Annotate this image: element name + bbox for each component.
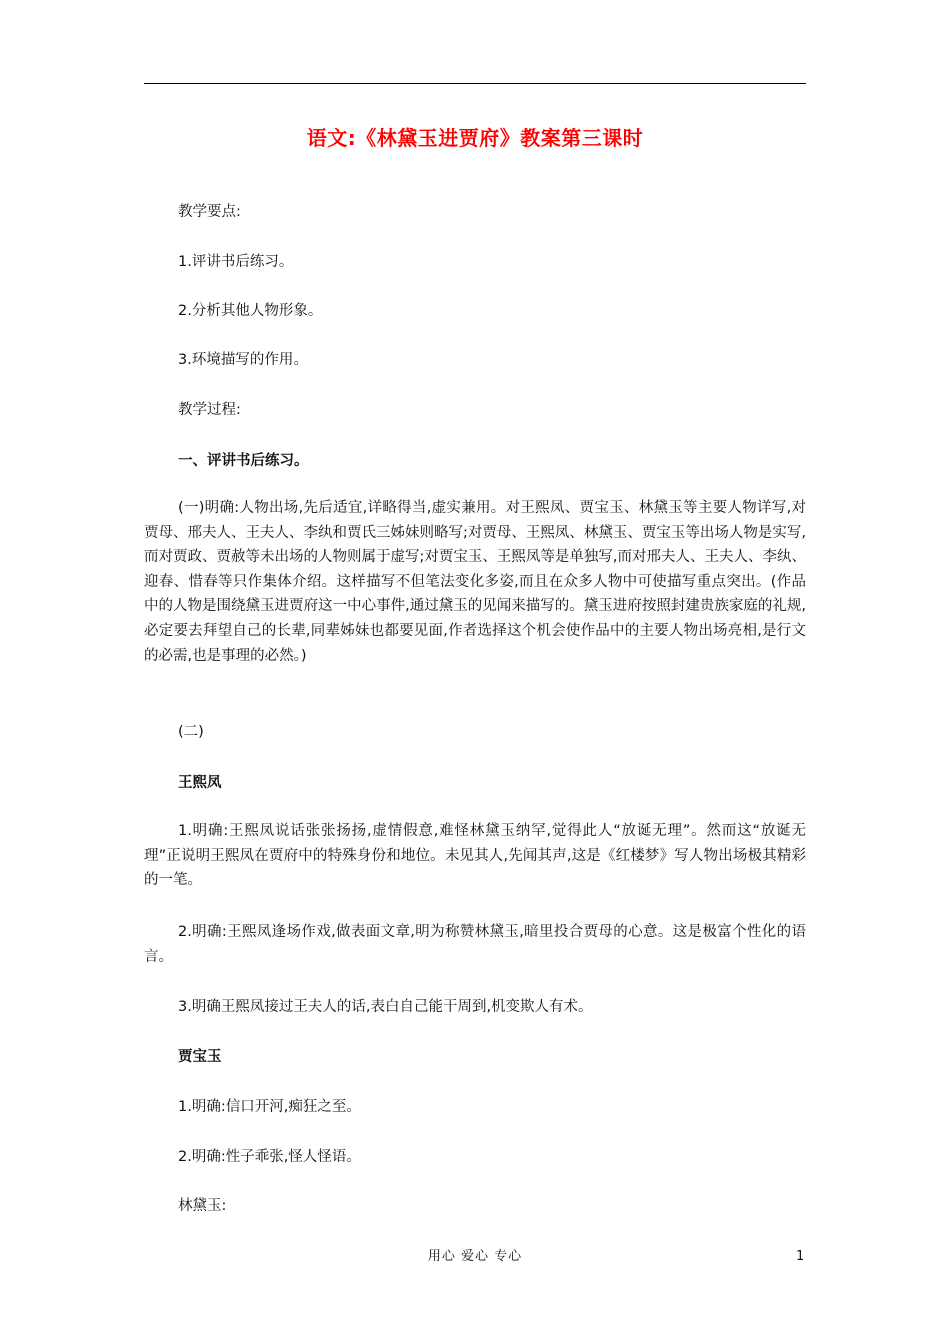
wang-heading: 王熙凤 bbox=[178, 775, 222, 791]
wang-point-3: 3.明确王熙凤接过王夫人的话,表白自己能干周到,机变欺人有术。 bbox=[178, 999, 593, 1015]
wang-point-2: 2.明确:王熙凤逢场作戏,做表面文章,明为称赞林黛玉,暗里投合贾母的心意。这是极富个性化的语言。 bbox=[144, 924, 806, 965]
footer-motto: 用心 爱心 专心 bbox=[427, 1249, 523, 1264]
process-heading: 教学过程: bbox=[178, 402, 241, 418]
section1-heading: 一、评讲书后练习。 bbox=[178, 453, 309, 469]
document-title: 语文:《林黛玉进贾府》教案第三课时 bbox=[306, 126, 644, 150]
jia-point-1: 1.明确:信口开河,痴狂之至。 bbox=[178, 1099, 361, 1115]
teaching-points-heading: 教学要点: bbox=[178, 204, 241, 220]
teaching-point-2: 2.分析其他人物形象。 bbox=[178, 303, 323, 319]
jia-heading: 贾宝玉 bbox=[178, 1049, 222, 1065]
header-rule bbox=[144, 83, 806, 84]
wang-point-1: 1.明确:王熙凤说话张张扬扬,虚情假意,难怪林黛玉纳罕,觉得此人“放诞无理”。然而这“放诞无理”正说明王熙凤在贾府中的特殊身份和地位。未见其人,先闻其声,这是《红楼梦》写人物出场极其精彩的一笔。 bbox=[144, 823, 806, 889]
teaching-point-3: 3.环境描写的作用。 bbox=[178, 352, 308, 368]
teaching-point-1: 1.评讲书后练习。 bbox=[178, 254, 294, 270]
section2-label: (二) bbox=[178, 724, 204, 740]
jia-point-2: 2.明确:性子乖张,怪人怪语。 bbox=[178, 1149, 361, 1165]
lin-heading: 林黛玉: bbox=[178, 1198, 227, 1214]
page-number: 1 bbox=[796, 1249, 805, 1264]
section1-paragraph: (一)明确:人物出场,先后适宜,详略得当,虚实兼用。对王熙凤、贾宝玉、林黛玉等主要人物详写,对贾母、邢夫人、王夫人、李纨和贾氏三姊妹则略写;对贾母、王熙凤、林黛玉、贾宝玉等出场人物是实写,而对贾政、贾赦等未出场的人物则属于虚写;对贾宝玉、王熙凤等是单独写,而对邢夫人、王夫人、李纨、迎春、惜春等只作集体介绍。这样描写不但笔法变化多姿,而且在众多人物中可使描写重点突出。(作品中的人物是围绕黛玉进贾府这一中心事件,通过黛玉的见闻来描写的。黛玉进府按照封建贵族家庭的礼规,必定要去拜望自己的长辈,同辈姊妹也都要见面,作者选择这个机会使作品中的主要人物出场亮相,是行文的必需,也是事理的必然。) bbox=[144, 500, 806, 664]
